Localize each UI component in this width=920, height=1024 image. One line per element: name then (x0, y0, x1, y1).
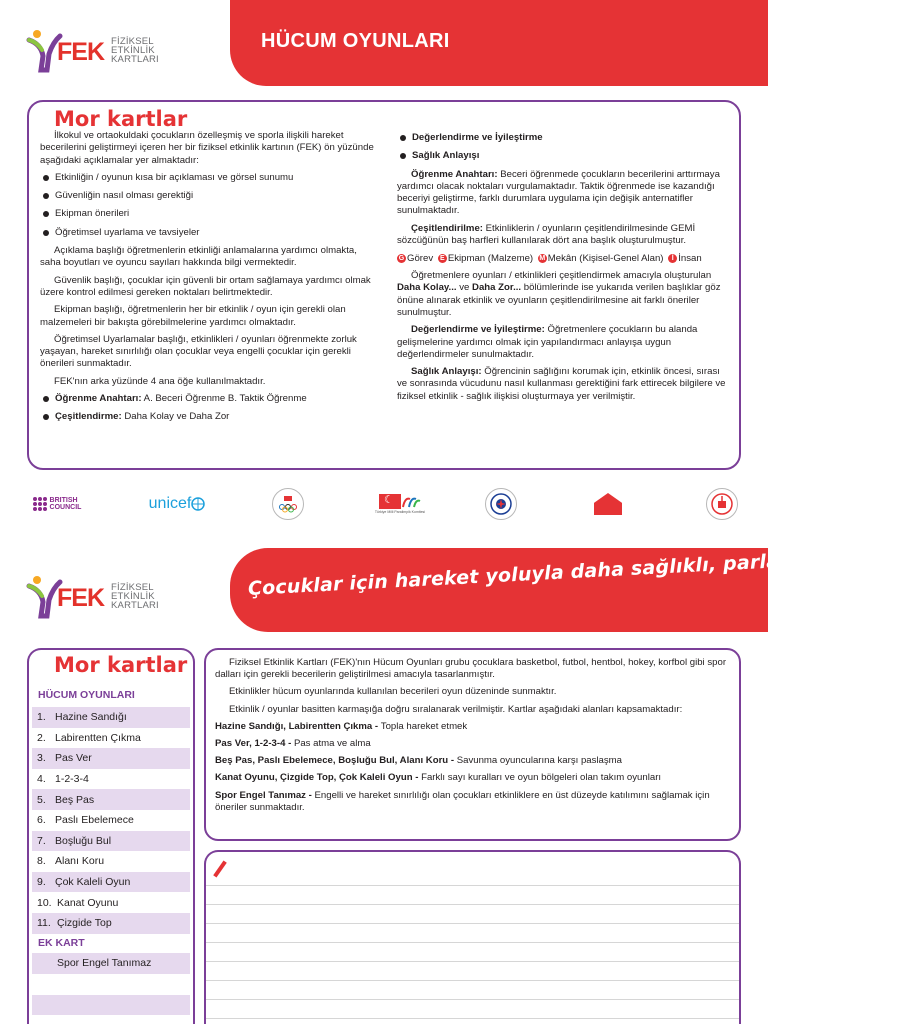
g-letter-icon: G (398, 255, 405, 263)
left-column (40, 130, 380, 430)
right-column (397, 132, 727, 408)
i-letter-icon: İ (668, 254, 677, 263)
olympic-rings-icon (277, 495, 299, 513)
paragraph: Etkinlik / oyunlar basitten karmaşığa doğru sıralanarak verilmiştir. Kartlar aşağıdaki alanları kapsamaktadır: (229, 703, 683, 715)
gemi-legend (397, 252, 727, 265)
list-item: Öğretimsel uyarlama ve tavsiyeler (40, 227, 380, 239)
list-item: Çeşitlendirme: Daha Kolay ve Daha Zor (40, 411, 380, 423)
info-card (27, 100, 741, 470)
toc-list (32, 707, 190, 934)
paragraph: Etkinlikler hücum oyunlarında kullanılan becerileri oyun düzeninde sunmaktır. (229, 686, 557, 698)
paragraph: Güvenlik başlığı, çocuklar için güvenli bir ortam sağlamaya yardımcı olmak üzere kontrol edilmesi gereken noktaları belirtmektedir. (40, 274, 371, 298)
ruled-line (206, 999, 739, 1000)
ruled-line (206, 923, 739, 924)
e-letter-icon: E (438, 254, 447, 263)
seal-icon (489, 492, 513, 516)
toc-item[interactable]: 9. Çok Kaleli Oyun (32, 872, 190, 893)
paragraph: Sağlık Anlayışı: Öğrencinin sağlığını korumak için, etkinlik öncesi, sırası ve sonrasında vücudunu nasıl kullanması gerektiğini fark ettirecek bilgilere ve fiziksel etkinlik - sağlık ilişkisi oluşturmaya yer verilmiştir. (397, 366, 726, 402)
summary-item: Spor Engel Tanımaz - Engelli ve hareket sınırlılığı olan çocukları etkinliklere en üst düzeyde katılımını sağlamak için öneriler sunmaktadır. (215, 789, 710, 813)
summary-body (215, 657, 735, 819)
list-item: Etkinliğin / oyunun kısa bir açıklaması ve görsel sunumu (40, 172, 380, 184)
paragraph: Öğretimsel Uyarlamalar başlığı, etkinlikleri / oyunları öğrenmekte zorluk yaşayan, hareket sınırlılığı olan çocuklar veya engelli çocuklar için gerekli önerileri sunmaktadır. (40, 333, 357, 370)
ruled-line (206, 1018, 739, 1019)
ruled-line (206, 942, 739, 943)
fek-logo-words: FİZİKSEL ETKİNLİK KARTLARI (111, 35, 159, 65)
paragraph: Fiziksel Etkinlik Kartları (FEK)'nın Hücum Oyunları grubu çocuklara basketbol, futbol, hentbol, hokey, korfbol gibi spor dalları için gerekli becerilerin geliştirilmesi amacıyla tasarlanmıştır. (215, 657, 727, 681)
slogan-banner (230, 542, 920, 632)
olympic-committee-logo (272, 488, 304, 520)
british-council-logo: BRITISH COUNCIL (27, 488, 87, 520)
toc-item[interactable]: 10. Kanat Oyunu (37, 896, 119, 909)
empty-row (32, 995, 190, 1015)
figure-icon (27, 28, 61, 72)
fek-logo-words: FİZİKSEL ETKİNLİK KARTLARI (111, 581, 159, 611)
ruled-line (206, 885, 739, 886)
ministry-seal-logo (485, 488, 517, 520)
fek-logo (27, 574, 159, 618)
paragraph: Öğrenme Anahtarı: Beceri öğrenmede çocukların becerilerini arttırmaya yardımcı olacak noktaları vurgulamaktadır. Taktik öğrenmede ise kazandığı beceriyi geliştirme, farklı durumlara uygulama için değişik anternatifler sunulmaktadır. (397, 168, 720, 217)
summary-item: Pas Ver, 1-2-3-4 - Pas atma ve alma (215, 738, 371, 750)
paragraph: Öğretmenlere oyunları / etkinlikleri çeşitlendirmek amacıyla oluşturulan Daha Kolay... ve Daha Zor... bölümlerinde ise yukarıda verilen başlıklar göz önüne alınarak etkinlik ve oyunların çeşitlendirilmesine ait farklı öneriler sunulmuştur. (397, 270, 721, 318)
toc-heading: HÜCUM OYUNLARI (38, 689, 135, 701)
ruled-line (206, 904, 739, 905)
toc-item[interactable]: 6. Paslı Ebelemece (37, 814, 134, 827)
list-item: Değerlendirme ve İyileştirme (397, 132, 727, 144)
pencil-icon (213, 860, 227, 877)
gemi-item: G Görev (398, 252, 434, 264)
list-item: Öğrenme Anahtarı: A. Beceri Öğrenme B. Taktik Öğrenme (40, 393, 380, 405)
gemi-item: İ İnsan (668, 253, 701, 265)
fek-logo-text: FEK (57, 584, 104, 612)
figure-icon (27, 574, 61, 618)
summary-item: Kanat Oyunu, Çizgide Top, Çok Kaleli Oyun - Farklı sayı kuralları ve oyun bölgeleri olan takım oyunları (215, 772, 662, 784)
extra-card-heading: EK KART (38, 937, 85, 949)
paragraph: Ekipman başlığı, öğretmenlerin her bir etkinlik / oyun için gerekli olan malzemeleri bir bakışta görebilmelerine yardımcı olmaktadır. (40, 304, 346, 328)
slogan-text: Çocuklar için hareket yoluyla daha sağlıklı, parlak bir gelecek (247, 542, 920, 600)
card-heading: Mor kartlar (54, 107, 188, 131)
house-icon (594, 493, 622, 515)
summary-item: Beş Pas, Paslı Ebelemece, Boşluğu Bul, Alanı Koru - Savunma oyuncularına karşı paslaşma (215, 755, 623, 767)
toc-item[interactable]: 1. Hazine Sandığı (32, 707, 190, 728)
paragraph: Değerlendirme ve İyileştirme: Öğretmenlere çocukların bu alanda gelişmelerine yardımcı olmak için yapılandırmacı anlayışa uygun değerlendirmeler sunulmaktadır. (397, 324, 698, 360)
list-item: Güvenliğin nasıl olması gerektiği (40, 190, 380, 202)
toc-item[interactable]: 2. Labirentten Çıkma (37, 731, 141, 744)
card-heading: Mor kartlar (54, 653, 188, 677)
emblem-icon (710, 492, 734, 516)
fek-logo-text: FEK (57, 38, 104, 66)
list-item: Ekipman önerileri (40, 208, 380, 220)
toc-item[interactable]: 11. Çizgide Top (32, 913, 190, 934)
dots-icon (33, 497, 47, 511)
fek-logo-mark (27, 574, 109, 618)
summary-card (204, 648, 741, 841)
summary-item: Hazine Sandığı, Labirentten Çıkma - Topla hareket etmek (215, 720, 468, 732)
notes-area[interactable] (204, 850, 741, 1024)
fek-logo (27, 28, 159, 72)
list-item: Sağlık Anlayışı (397, 150, 727, 162)
paragraph: Açıklama başlığı öğretmenlerin etkinliği anlamalarına yardımcı olmakta, saha boyutları ve oyuncu sayıları hakkında bilgi vermektedir. (40, 245, 357, 269)
intro-paragraph: İlkokul ve ortaokuldaki çocukların özelleşmiş ve sporla ilişkili hareket becerilerini geliştirmeyi içeren her bir fiziksel etkinlik kartının (FEK) ön yüzünde aşağıdaki açıklamalar yer almaktadır: (40, 130, 374, 166)
unicef-logo: unicef (142, 488, 212, 520)
agitos-icon (401, 495, 421, 509)
family-ministry-logo (583, 488, 633, 520)
m-letter-icon: M (539, 255, 546, 263)
paragraph: Çeşitlendirilme: Etkinliklerin / oyunların çeşitlendirilmesinde GEMİ sözcüğünün baş harfleri kullanılarak dört ana başlık oluşturulmuştur. (397, 222, 696, 247)
globe-icon (191, 497, 205, 511)
turkish-flag-icon (379, 494, 401, 509)
gemi-item: E Ekipman (Malzeme) (438, 253, 533, 265)
toc-item[interactable]: 5. Beş Pas (32, 789, 190, 810)
page-title: HÜCUM OYUNLARI (261, 30, 450, 52)
fek-logo-mark (27, 28, 109, 72)
education-ministry-logo (706, 488, 738, 520)
paralympic-committee-logo: ☾ Türkiye Milli Paralimpik Komitesi (370, 488, 430, 520)
toc-item[interactable]: 3. Pas Ver (32, 748, 190, 769)
gemi-item: M Mekân (Kişisel-Genel Alan) (539, 252, 664, 264)
ruled-line (206, 980, 739, 981)
toc-item[interactable]: 8. Alanı Koru (37, 855, 105, 868)
header-banner (230, 0, 768, 86)
paragraph: FEK'nın arka yüzünde 4 ana öğe kullanılmaktadır. (54, 375, 266, 387)
toc-item[interactable]: 7. Boşluğu Bul (32, 831, 190, 852)
extra-card-item[interactable]: Spor Engel Tanımaz (32, 953, 190, 974)
toc-item[interactable]: 4. 1-2-3-4 (37, 773, 89, 786)
ruled-line (206, 961, 739, 962)
